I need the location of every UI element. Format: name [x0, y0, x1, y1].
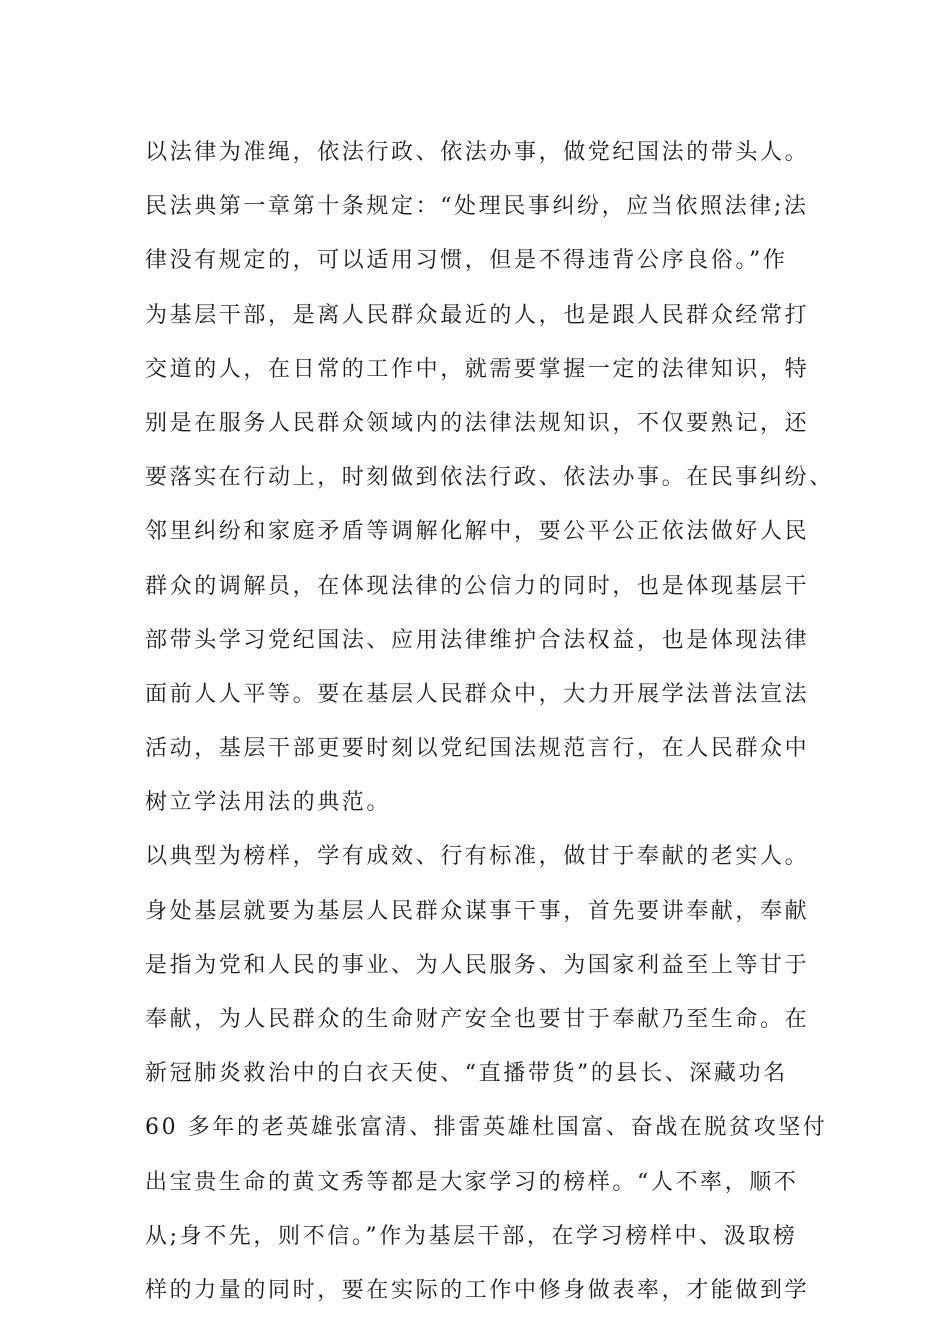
text-line: 树立学法用法的典范。: [145, 790, 392, 816]
text-line: 部带头学习党纪国法、应用法律维护合法权益，也是体现法律: [145, 627, 810, 653]
text-line: 新冠肺炎救治中的白衣天使、“直播带货”的县长、深藏功名: [145, 1061, 788, 1087]
text-line: 为基层干部，是离人民群众最近的人，也是跟人民群众经常打: [145, 302, 810, 328]
text-line: 以典型为榜样，学有成效、行有标准，做甘于奉献的老实人。: [145, 844, 810, 870]
text-line: 以法律为准绳，依法行政、依法办事，做党纪国法的带头人。: [145, 140, 810, 165]
text-line: 出宝贵生命的黄文秀等都是大家学习的榜样。“人不率，顺不: [145, 1169, 799, 1195]
text-line: 交道的人，在日常的工作中，就需要掌握一定的法律知识，特: [145, 356, 810, 382]
body-text: [145, 126, 835, 1318]
text-line: 60 多年的老英雄张富清、排雷英雄杜国富、奋战在脱贫攻坚付: [145, 1115, 828, 1141]
text-line: 面前人人平等。要在基层人民群众中，大力开展学法普法宣法: [145, 681, 810, 707]
text-line: 样的力量的同时，要在实际的工作中修身做表率，才能做到学: [145, 1277, 810, 1303]
text-line: 是指为党和人民的事业、为人民服务、为国家利益至上等甘于: [145, 952, 810, 978]
text-line: 群众的调解员，在体现法律的公信力的同时，也是体现基层干: [145, 573, 810, 599]
text-line: 活动，基层干部更要时刻以党纪国法规范言行，在人民群众中: [145, 736, 810, 762]
text-line: 民法典第一章第十条规定：“处理民事纠纷，应当依照法律;法: [145, 194, 809, 220]
text-line: 要落实在行动上，时刻做到依法行政、依法办事。在民事纠纷、: [145, 465, 834, 491]
text-line: 邻里纠纷和家庭矛盾等调解化解中，要公平公正依法做好人民: [145, 519, 810, 545]
text-line: 身处基层就要为基层人民群众谋事干事，首先要讲奉献，奉献: [145, 898, 810, 924]
text-line: 从;身不先，则不信。”作为基层干部，在学习榜样中、汲取榜: [145, 1223, 798, 1249]
text-line: 别是在服务人民群众领域内的法律法规知识，不仅要熟记，还: [145, 410, 810, 436]
text-line: 奉献，为人民群众的生命财产安全也要甘于奉献乃至生命。在: [145, 1007, 810, 1032]
text-line: 律没有规定的，可以适用习惯，但是不得违背公序良俗。”作: [145, 248, 788, 274]
